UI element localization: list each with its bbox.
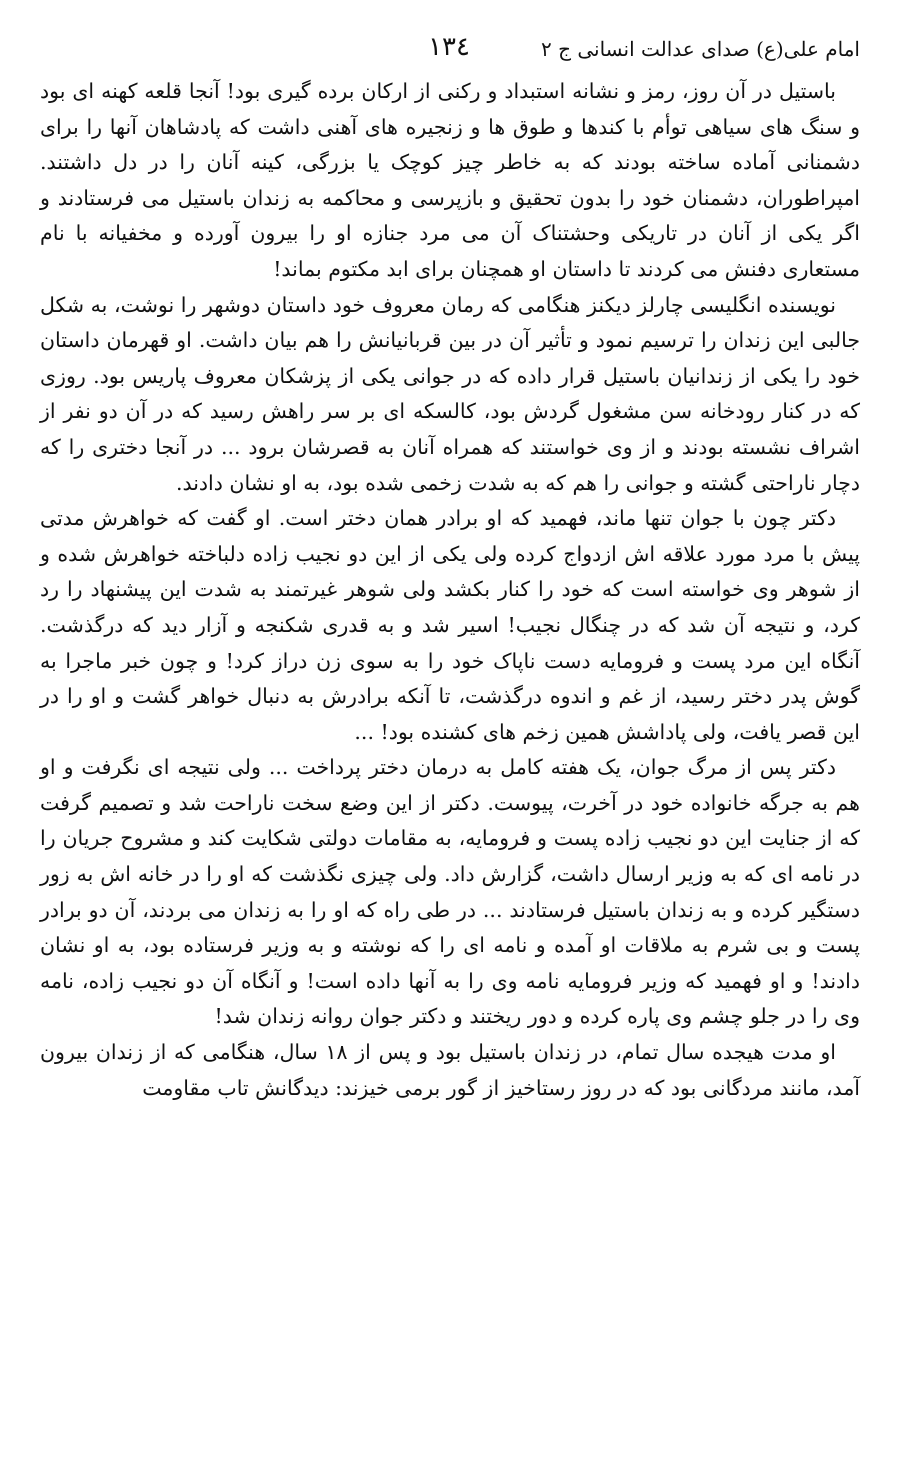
- paragraph-bastille: باستیل در آن روز، رمز و نشانه استبداد و رکنی از ارکان برده گیری بود! آنجا قلعه کهنه ای بود و سنگ های سیاهی توأم با کندها و طوق ها و زنجیره های آهنی داشت که پادشاهان آنها را برای دشمنانی آماده ساخته بودند که به خاطر چیز کوچک یا بزرگی، کینه آنان را در دل داشتند. امپراطوران، دشمنان خود را بدون تحقیق و بازپرسی و محاکمه به زندان باستیل می فرستادند و اگر یکی از آنان در تاریکی وحشتناک آن می مرد جنازه او را بیرون آورده و مخفیانه با نام مستعاری دفنش می کردند تا داستان او همچنان برای ابد مکتوم بماند!: [40, 79, 860, 281]
- paragraph-doctor-imprisoned: دکتر پس از مرگ جوان، یک هفته کامل به درمان دختر پرداخت ... ولی نتیجه ای نگرفت و او هم به جرگه خانواده خود در آخرت، پیوست. دکتر از این وضع سخت ناراحت شد و تصمیم گرفت که از جنایت این دو نجیب زاده پست و فرومایه، به مقامات دولتی شکایت کند و مشروح جریان را در نامه ای که به وزیر ارسال داشت، گزارش داد. ولی چیزی نگذشت که او را در خانه اش به زور دستگیر کرده و به زندان باستیل فرستادند ... در طی راه که او را به زندان می بردند، آن دو برادر پست و بی شرم به ملاقات او آمده و نامه ای را که نوشته و به وزیر فرستاده بود، به او نشان دادند! و او فهمید که وزیر فرومایه نامه وی را به آنها داده است! و آنگاه آن دو نجیب زاده، نامه وی را در جلو چشم وی پاره کرده و دور ریختند و دکتر جوان روانه زندان شد!: [40, 755, 860, 1029]
- paragraph-eighteen-years: او مدت هیجده سال تمام، در زندان باستیل بود و پس از ۱۸ سال، هنگامی که از زندان بیرون آمد، مانند مردگانی بود که در روز رستاخیز از گور برمی خیزند: دیدگانش تاب مقاومت: [40, 1040, 860, 1100]
- paragraph-young-man: دکتر چون با جوان تنها ماند، فهمید که او برادر همان دختر است. او گفت که خواهرش مدتی پیش با مرد مورد علاقه اش ازدواج کرده ولی یکی از این دو نجیب زاده دلباخته خواهرش شده و از شوهر وی خواسته است که خود را کنار بکشد ولی شوهر غیرتمند به شدت این پیشنهاد را رد کرد، و نتیجه آن شد که در چنگال نجیب! اسیر شد و به قدری شکنجه و آزار دید که درگذشت. آنگاه این مرد پست و فرومایه دست ناپاک خود را به سوی زن دراز کرد! و چون خبر ماجرا به گوش پدر دختر رسید، از غم و اندوه درگذشت، تا آنکه برادرش به دنبال خواهر گشت و او را در این قصر یافت، ولی پاداشش همین زخم های کشنده بود! ...: [40, 506, 860, 744]
- paragraph-dickens: نویسنده انگلیسی چارلز دیکنز هنگامی که رمان معروف خود داستان دوشهر را نوشت، به شکل جالبی این زندان را ترسیم نمود و تأثیر آن در بین قربانیانش را هم بیان داشت. او قهرمان داستان خود را یکی از زندانیان باستیل قرار داده که در جوانی یکی از پزشکان معروف پاریس بود. روزی که در کنار رودخانه سن مشغول گردش بود، کالسکه ای بر سر راهش رسید که در آن دو نفر از اشراف نشسته بودند و از وی خواستند که همراه آنان به قصرشان برود ... در آنجا دختری را که دچار ناراحتی گشته و جوانی را هم که به شدت زخمی شده بود، به او نشان دادند.: [40, 292, 860, 495]
- page-header: [40, 30, 860, 70]
- running-title: امام علی(ع) صدای عدالت انسانی ج ۲: [540, 37, 860, 61]
- page-number: ۱۳٤: [428, 32, 470, 62]
- body-text: [40, 74, 860, 1106]
